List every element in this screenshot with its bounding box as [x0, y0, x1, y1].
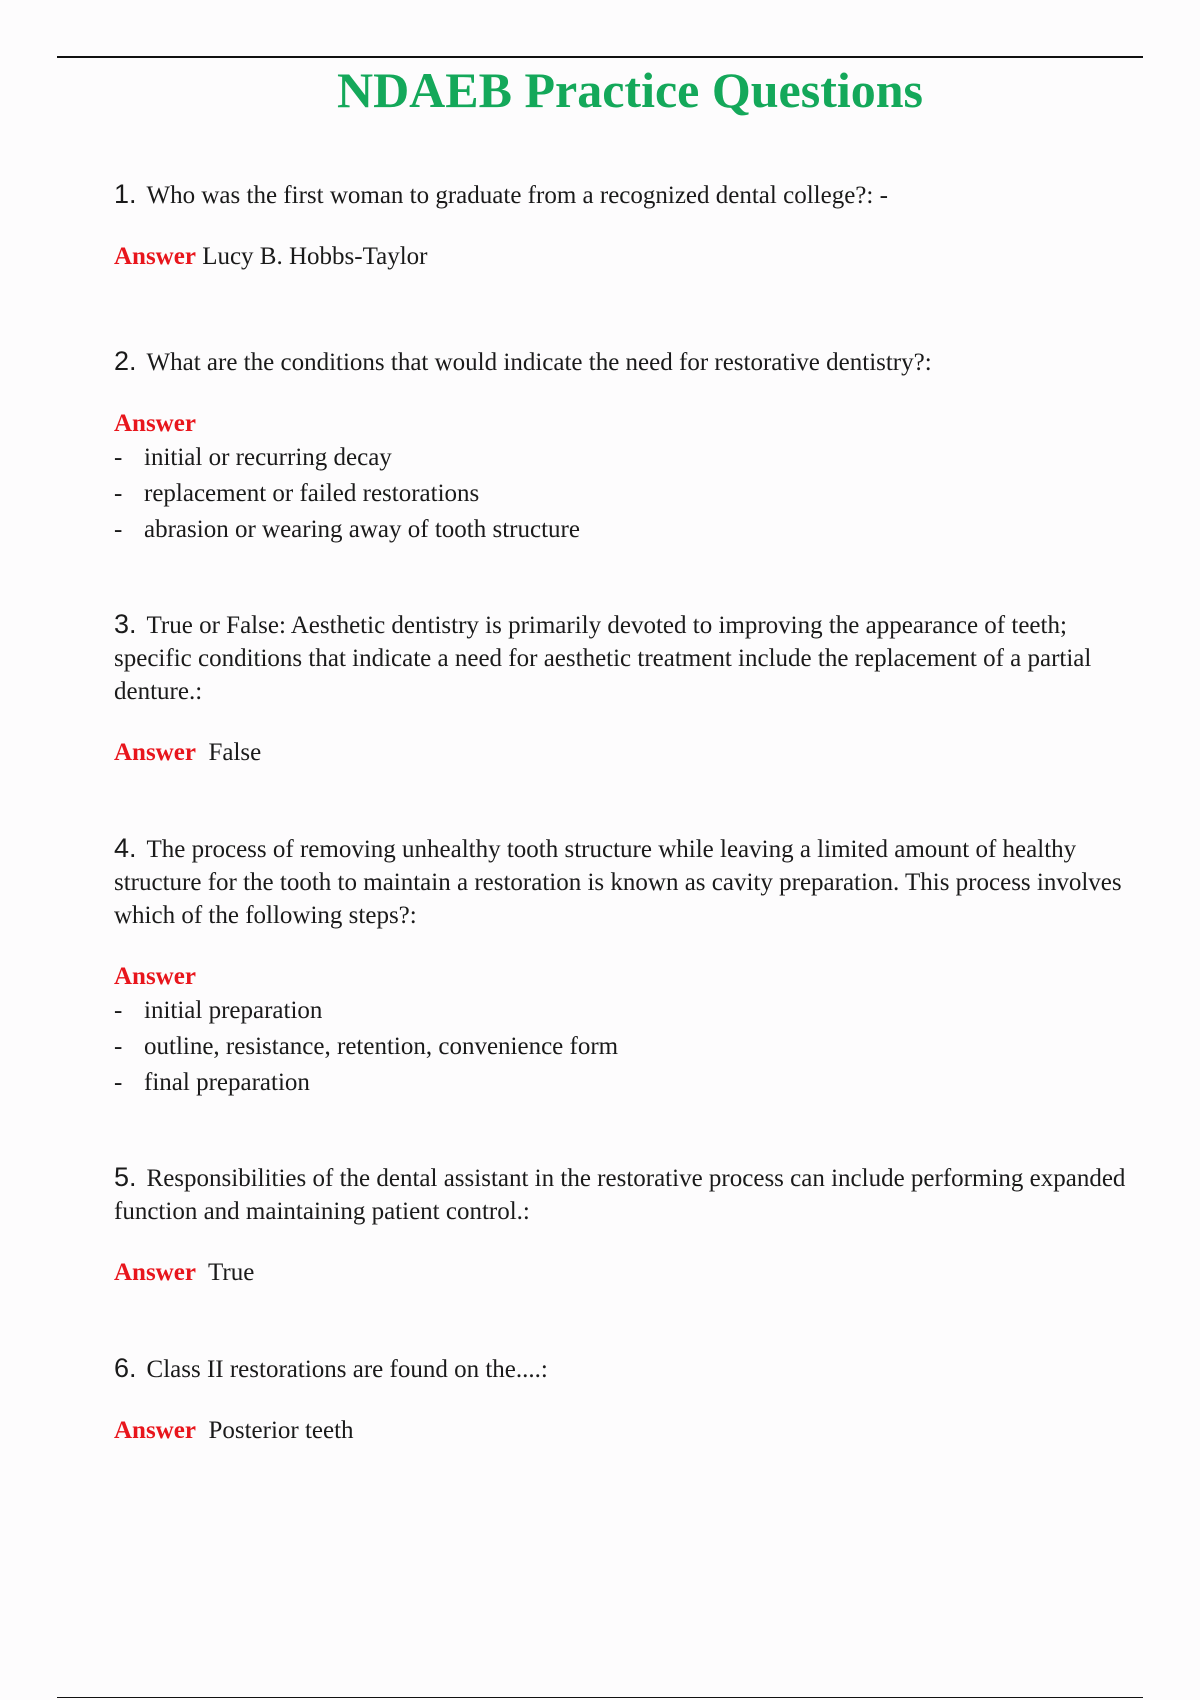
question-number: 6.	[114, 1353, 137, 1383]
question-number: 1.	[114, 179, 137, 209]
answer-label: Answer	[114, 1259, 196, 1286]
answer-1	[114, 240, 1144, 273]
answer-5	[114, 1256, 1144, 1289]
answer-4	[114, 960, 1144, 993]
question-number: 2.	[114, 346, 137, 376]
list-item: - abrasion or wearing away of tooth structure	[114, 516, 580, 543]
question-4	[114, 832, 1144, 932]
question-text: The process of removing unhealthy tooth structure while leaving a limited amount of healthy structure for the tooth to maintain a restoration is known as cavity preparation. This process involves which of the following steps?:	[114, 836, 1122, 929]
question-number: 4.	[114, 833, 137, 863]
question-text: Responsibilities of the dental assistant in the restorative process can include performing expanded function and maintaining patient control.:	[114, 1165, 1126, 1225]
question-text: True or False: Aesthetic dentistry is primarily devoted to improving the appearance of teeth; specific conditions that indicate a need for aesthetic treatment include the replacement of a partial denture.:	[114, 612, 1092, 705]
question-6	[114, 1352, 1144, 1386]
answer-2	[114, 407, 1144, 440]
bottom-rule	[57, 1697, 1143, 1698]
list-item: - initial preparation	[114, 997, 323, 1024]
list-item: - outline, resistance, retention, convenience form	[114, 1033, 619, 1060]
questions-list	[114, 178, 1144, 1447]
question-1	[114, 178, 1144, 212]
question-5	[114, 1161, 1144, 1228]
question-3	[114, 608, 1144, 708]
question-text: What are the conditions that would indicate the need for restorative dentistry?:	[146, 349, 932, 376]
answer-text: Posterior teeth	[208, 1417, 354, 1444]
list-item: - final preparation	[114, 1069, 310, 1096]
list-item: - initial or recurring decay	[114, 444, 392, 471]
question-text: Class II restorations are found on the....:	[146, 1356, 548, 1383]
answer-text: Lucy B. Hobbs-Taylor	[202, 243, 428, 270]
answer-label: Answer	[114, 963, 196, 990]
answer-4-list	[114, 993, 1144, 1101]
question-2	[114, 345, 1144, 379]
answer-label: Answer	[114, 410, 196, 437]
answer-text: True	[208, 1259, 255, 1286]
answer-label: Answer	[114, 243, 196, 270]
question-number: 5.	[114, 1162, 137, 1192]
answer-6	[114, 1414, 1144, 1447]
answer-2-list	[114, 440, 1144, 548]
answer-text: False	[208, 739, 262, 766]
answer-label: Answer	[114, 739, 196, 766]
question-text: Who was the first woman to graduate from a recognized dental college?: -	[146, 182, 888, 209]
page-title: NDAEB Practice Questions	[336, 62, 924, 118]
answer-label: Answer	[114, 1417, 196, 1444]
question-number: 3.	[114, 609, 137, 639]
list-item: - replacement or failed restorations	[114, 480, 480, 507]
answer-3	[114, 736, 1144, 769]
